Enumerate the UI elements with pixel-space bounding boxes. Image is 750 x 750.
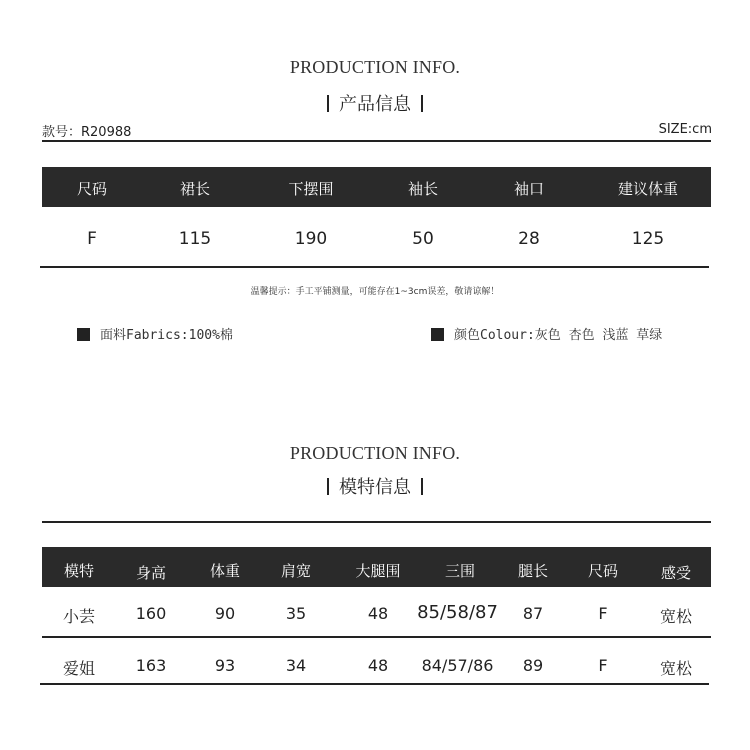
model-cell: F <box>598 656 608 675</box>
fabric-bullet-icon <box>77 328 90 341</box>
model-cell: 小芸 <box>62 607 95 626</box>
model-header-cell: 体重 <box>209 562 240 580</box>
size-value-cell: 50 <box>412 229 434 249</box>
measurement-note: 温馨提示：手工平铺测量，可能存在1~3cm误差，敬请谅解！ <box>250 287 500 297</box>
product-info-heading-en: PRODUCTION INFO. <box>289 57 461 77</box>
size-value-cell: 28 <box>518 229 540 249</box>
model-header-cell: 身高 <box>135 564 166 582</box>
model-cell: 48 <box>367 604 389 623</box>
size-header-cell: 尺码 <box>76 180 107 198</box>
model-cell: 160 <box>135 604 167 623</box>
model-cell: 90 <box>214 604 236 623</box>
size-header-cell: 建议体重 <box>617 180 678 198</box>
size-value-cell: F <box>87 229 97 249</box>
model-cell: 宽松 <box>659 607 692 626</box>
model-cell: 84/57/86 <box>421 656 494 675</box>
size-table-bottom-rule <box>40 266 709 268</box>
style-number: 款号：R20988 <box>42 125 132 140</box>
heading-bar-left <box>327 478 329 495</box>
size-header-cell: 裙长 <box>179 180 210 198</box>
colour-text: 颜色Colour:灰色 杏色 浅蓝 草绿 <box>454 328 663 343</box>
heading-bar-right <box>421 478 423 495</box>
fabric-info <box>77 324 233 343</box>
model-cell: 爱姐 <box>62 659 95 678</box>
model-info-title: 模特信息 <box>339 477 411 498</box>
top-divider <box>42 140 711 142</box>
heading-bar-right <box>421 95 423 112</box>
model-cell: 89 <box>522 656 544 675</box>
size-header-cell: 下摆围 <box>288 180 334 198</box>
model-header-cell: 腿长 <box>517 562 548 580</box>
model-header-cell: 模特 <box>63 562 94 580</box>
product-info-heading-cn <box>0 90 750 116</box>
model-cell: 48 <box>367 656 389 675</box>
model-cell: 85/58/87 <box>417 602 498 623</box>
model-cell: 34 <box>285 656 307 675</box>
model-cell: 宽松 <box>659 659 692 678</box>
model-cell: 35 <box>285 604 307 623</box>
model-top-divider <box>42 521 711 523</box>
size-header-cell: 袖口 <box>513 180 544 198</box>
heading-bar-left <box>327 95 329 112</box>
size-value-cell: 125 <box>631 229 665 249</box>
colour-bullet-icon <box>431 328 444 341</box>
size-value-cell: 115 <box>178 229 212 249</box>
product-info-title: 产品信息 <box>339 94 411 115</box>
model-header-cell: 肩宽 <box>280 562 311 580</box>
size-unit: SIZE:cm <box>658 122 712 137</box>
model-header-cell: 感受 <box>660 564 691 582</box>
size-header-cell: 袖长 <box>407 180 438 198</box>
model-cell: 163 <box>135 656 167 675</box>
model-info-heading-cn <box>0 473 750 499</box>
model-cell: 87 <box>522 604 544 623</box>
size-value-cell: 190 <box>294 229 328 249</box>
model-cell: F <box>598 604 608 623</box>
model-table-bottom-rule <box>40 683 709 685</box>
model-row-divider <box>42 636 711 638</box>
model-header-cell: 三围 <box>444 562 475 580</box>
model-info-heading-en: PRODUCTION INFO. <box>289 443 461 463</box>
model-header-cell: 大腿围 <box>355 562 401 580</box>
model-header-cell: 尺码 <box>587 562 618 580</box>
fabric-text: 面料Fabrics:100%棉 <box>100 328 233 343</box>
model-cell: 93 <box>214 656 236 675</box>
colour-info <box>431 324 662 343</box>
